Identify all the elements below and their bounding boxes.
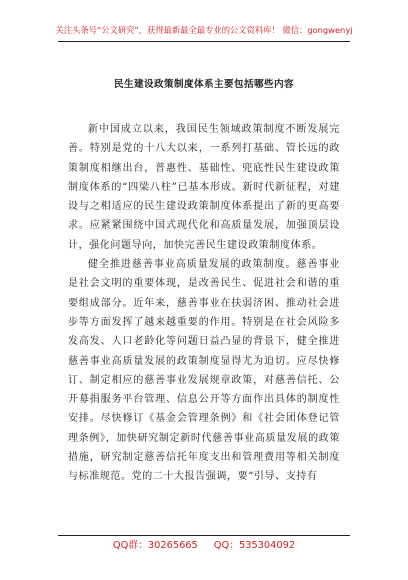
paragraph: 健全推进慈善事业高质量发展的政策制度。慈善事业是社会文明的重要体现，是改善民生、促进社会和谐的重要组成部分。近年来，慈善事业在扶弱济困、推动社会进步等方面发挥了越来越重要的作用。特别是在社会风险多发高发、人口老龄化等问题日益凸显的背景下，健全推进慈善事业高质量发展的政策制度显得尤为迫切。应尽快修订、制定相应的慈善事业发展规章政策，对慈善信托、公开募捐服务平台管理、信息公开等方面作出具体的制度性安排。尽快修订《基金会管理条例》和《社会团体登记管理条例》，加快研究制定新时代慈善事业高质量发展的政策措施，研究制定慈善信托年度支出和管理费用等相关制度与标准规范。党的二十大报告强调，要“引导、支持有 bbox=[68, 259, 340, 483]
document-body bbox=[68, 120, 340, 487]
footer-divider bbox=[58, 535, 350, 536]
header-divider bbox=[58, 41, 350, 42]
page-footer bbox=[0, 540, 408, 552]
document-title: 民生建设政策制度体系主要包括哪些内容 bbox=[114, 79, 294, 90]
paragraph: 新中国成立以来，我国民生领域政策制度不断发展完善。特别是党的十八大以来，一系列打基础、管长远的政策制度相继出台，普惠性、基础性、兜底性民生建设政策制度体系的“四梁八柱”已基本形成。新时代新征程，对建设与之相适应的民生建设政策制度体系提出了新的更高要求。应紧紧围绕中国式现代化和高质量发展，加强顶层设计，强化问题导向，加快完善民生建设政策制度体系。 bbox=[68, 124, 340, 251]
footer-qq-group: QQ群：30265665 bbox=[112, 540, 198, 551]
page-header: 关注头条号“公文研究”，获得最新最全最专业的公文资料库！ 微信：gongwenyj bbox=[55, 25, 353, 35]
footer-qq: QQ：535304092 bbox=[213, 540, 296, 551]
